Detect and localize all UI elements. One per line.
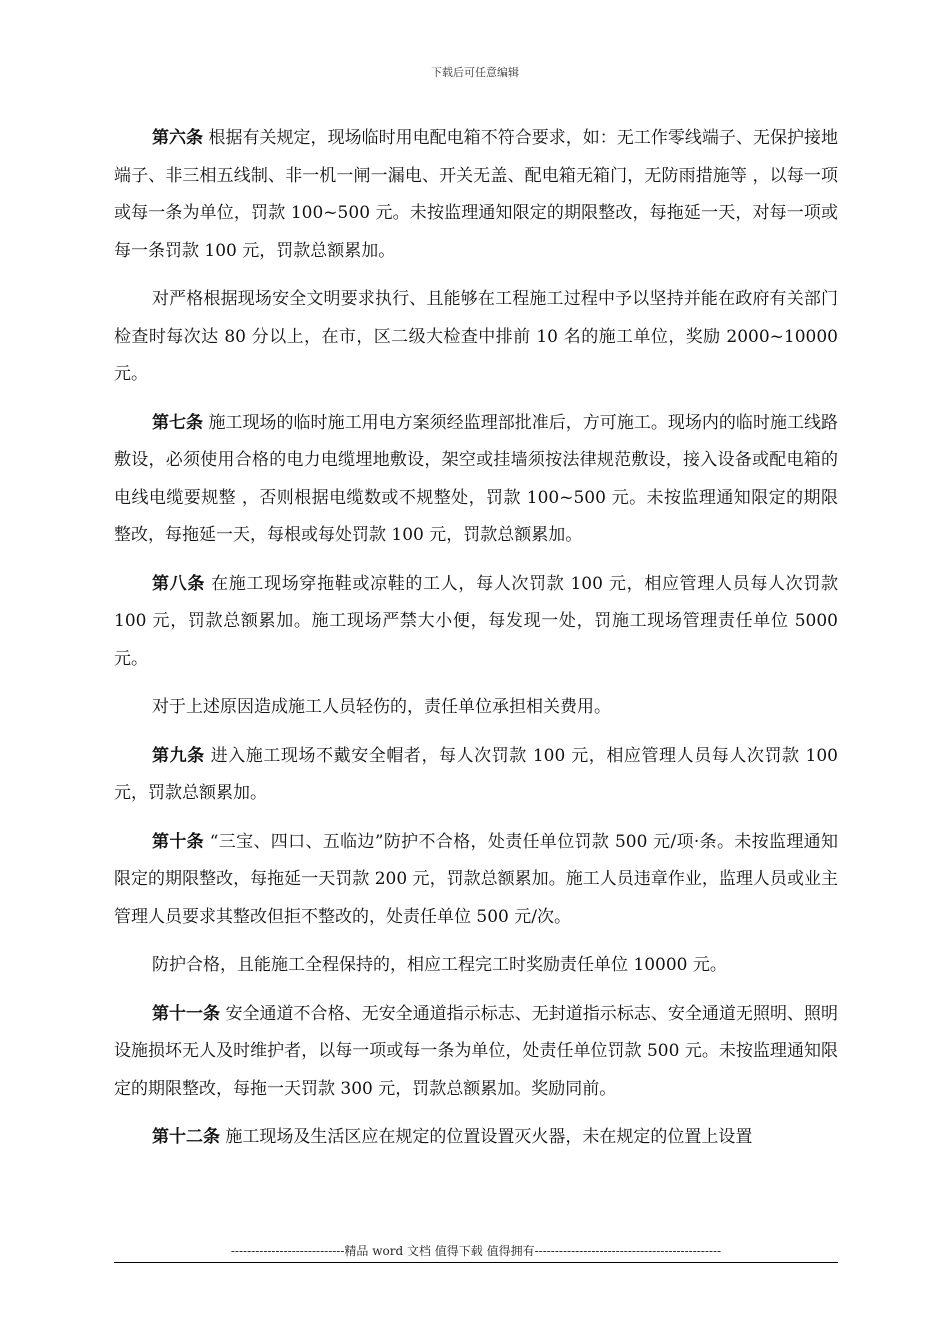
- paragraph-text: 进入施工现场不戴安全帽者，每人次罚款 100 元，相应管理人员每人次罚款 100 元，罚款总额累加。: [114, 745, 839, 803]
- paragraph-text: 根据有关规定，现场临时用电配电箱不符合要求，如：无工作零线端子、无保护接地端子、非三相五线制、非一机一闸一漏电、开关无盖、配电箱无箱门，无防雨措施等 ，以每一项或每一条为单位，罚款 100~500 元。未按监理通知限定的期限整改，每拖延一天，对每一项或每一条罚款 100 元，罚款总额累加。: [114, 128, 838, 261]
- paragraph-text: 对于上述原因造成施工人员轻伤的，责任单位承担相关费用。: [152, 697, 611, 717]
- page-header: 下载后可任意编辑: [431, 66, 519, 79]
- footer-divider: [114, 1262, 838, 1263]
- article-heading: 第七条: [152, 412, 204, 433]
- page-footer: ----------------------------精品 word 文档 值得下载 值得拥有----------------------------------------------: [230, 1244, 722, 1258]
- paragraph-text: 安全通道不合格、无安全通道指示标志、无封道指示标志、安全通道无照明、照明设施损坏无人及时维护者，以每一项或每一条为单位，处责任单位罚款 500 元。未按监理通知限定的期限整改，每拖一天罚款 300 元，罚款总额累加。奖励同前。: [114, 1003, 838, 1099]
- article-heading: 第十条: [152, 831, 205, 852]
- paragraph: [114, 738, 838, 813]
- paragraph: [114, 824, 838, 937]
- article-heading: 第十一条: [152, 1003, 221, 1024]
- paragraph-text: 在施工现场穿拖鞋或凉鞋的工人，每人次罚款 100 元，相应管理人员每人次罚款 100 元，罚款总额累加。施工现场严禁大小便，每发现一处，罚施工现场管理责任单位 5000 元。: [114, 573, 838, 669]
- paragraph-text: 防护合格，且能施工全程保持的，相应工程完工时奖励责任单位 10000 元。: [152, 955, 727, 975]
- paragraph-text: 对严格根据现场安全文明要求执行、且能够在工程施工过程中予以坚持并能在政府有关部门检查时每次达 80 分以上，在市，区二级大检查中排前 10 名的施工单位，奖励 2000~10000 元。: [114, 289, 838, 384]
- paragraph-text: “三宝、四口、五临边”防护不合格，处责任单位罚款 500 元/项·条。未按监理通知限定的期限整改，每拖延一天罚款 200 元，罚款总额累加。施工人员违章作业，监理人员或业主管理人员要求其整改但拒不整改的，处责任单位 500 元/次。: [114, 831, 839, 927]
- paragraph-text: 施工现场及生活区应在规定的位置设置灭火器，未在规定的位置上设置: [220, 1127, 753, 1147]
- paragraph: [114, 996, 838, 1109]
- paragraph: [114, 1119, 838, 1157]
- article-heading: 第十二条: [152, 1127, 220, 1147]
- paragraph: [114, 689, 838, 727]
- article-heading: 第九条: [152, 745, 205, 766]
- paragraph-text: 施工现场的临时施工用电方案须经监理部批准后，方可施工。现场内的临时施工线路敷设，必须使用合格的电力电缆埋地敷设，架空或挂墙须按法律规范敷设，接入设备或配电箱的电线电缆要规整 ，否则根据电缆数或不规整处，罚款 100~500 元。未按监理通知限定的期限整改，每拖延一天，每根或每处罚款 100 元，罚款总额累加。: [114, 412, 838, 545]
- article-heading: 第八条: [152, 573, 205, 594]
- paragraph: [114, 120, 838, 270]
- paragraph: [114, 281, 838, 394]
- article-heading: 第六条: [152, 128, 204, 148]
- paragraph: [114, 405, 838, 555]
- paragraph: [114, 566, 838, 679]
- document-body: [114, 120, 838, 1168]
- paragraph: [114, 947, 838, 985]
